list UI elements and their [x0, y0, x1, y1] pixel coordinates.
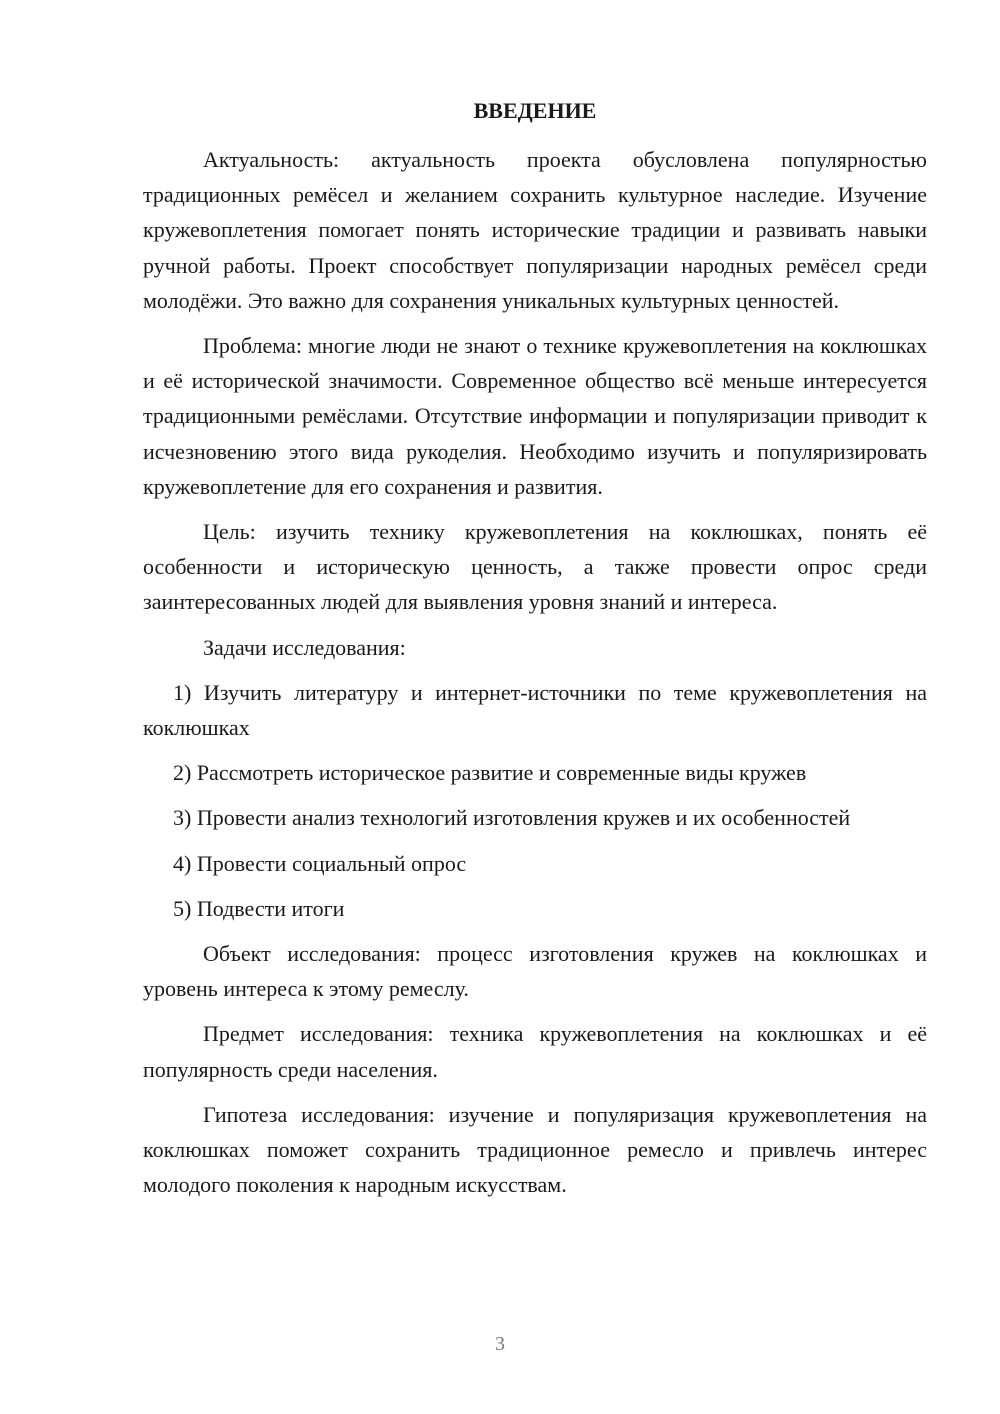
task-item-4: 4) Провести социальный опрос — [173, 850, 467, 876]
task-item-5: 5) Подвести итоги — [173, 895, 345, 921]
tasks-title: Задачи исследования: — [203, 634, 406, 660]
page-content — [143, 93, 927, 1212]
goal-paragraph: Цель: изучить технику кружевоплетения на коклюшках, понять её особенности и историческую ценность, а также провести опрос среди заинтересованных людей для выявления уровня знаний и интереса. — [143, 519, 927, 615]
relevance-paragraph: Актуальность: актуальность проекта обусловлена популярностью традиционных ремёсел и желанием сохранить культурное наследие. Изучение кружевоплетения помогает понять исторические традиции и развивать навыки ручной работы. Проект способствует популяризации народных ремёсел среди молодёжи. Это важно для сохранения уникальных культурных ценностей. — [143, 147, 927, 313]
subject-paragraph: Предмет исследования: техника кружевоплетения на коклюшках и её популярность среди населения. — [143, 1021, 927, 1082]
hypothesis-paragraph: Гипотеза исследования: изучение и популяризация кружевоплетения на коклюшках поможет сохранить традиционное ремесло и привлечь интерес молодого поколения к народным искусствам. — [143, 1101, 927, 1198]
object-paragraph: Объект исследования: процесс изготовления кружев на коклюшках и уровень интереса к этому ремеслу. — [143, 941, 927, 1002]
section-heading: ВВЕДЕНИЕ — [473, 98, 597, 123]
task-item-2: 2) Рассмотреть историческое развитие и современные виды кружев — [173, 760, 807, 786]
problem-paragraph: Проблема: многие люди не знают о технике кружевоплетения на коклюшках и её исторической значимости. Современное общество всё меньше интересуется традиционными ремёслами. Отсутствие информации и популяризации приводит к исчезновению этого вида рукоделия. Необходимо изучить и популяризировать кружевоплетение для его сохранения и развития. — [143, 333, 927, 499]
task-item-1: 1) Изучить литературу и интернет-источники по теме кружевоплетения на коклюшках — [143, 679, 927, 741]
page-number: 3 — [495, 1333, 505, 1355]
task-item-3: 3) Провести анализ технологий изготовления кружев и их особенностей — [173, 805, 851, 831]
